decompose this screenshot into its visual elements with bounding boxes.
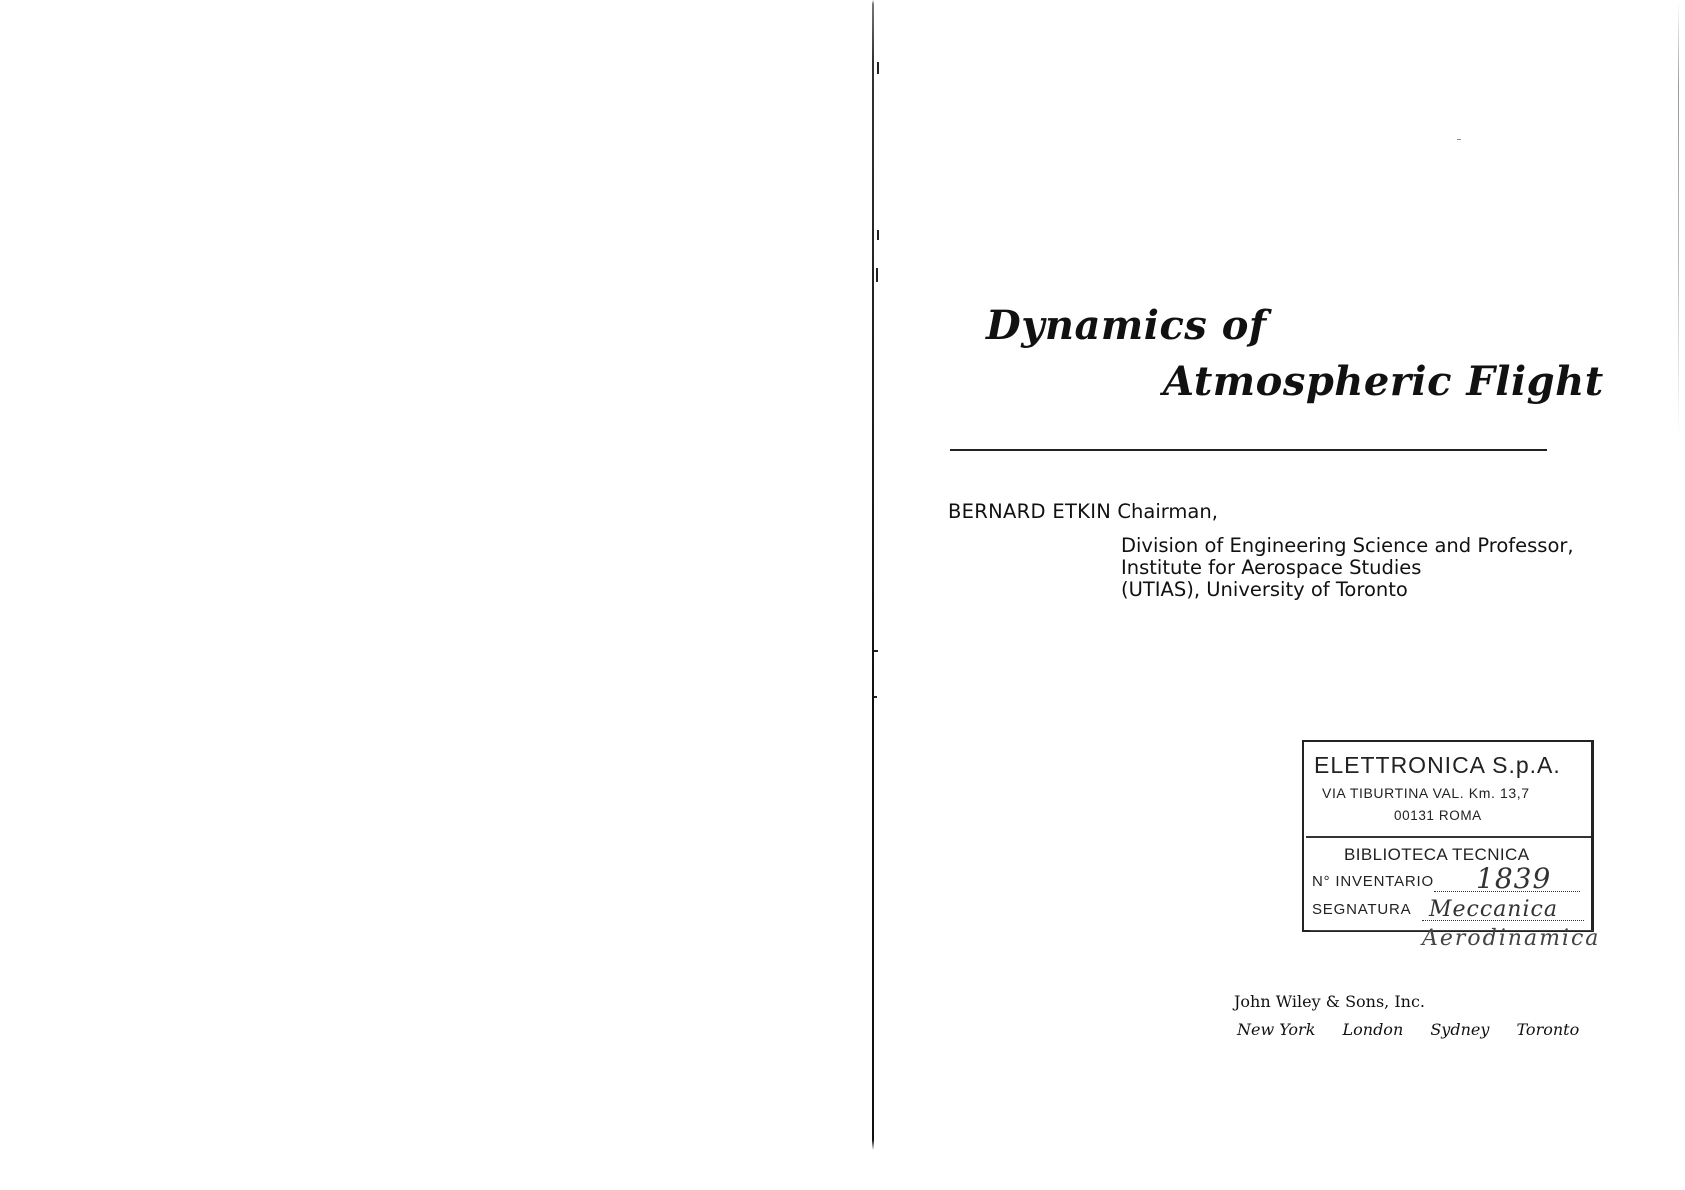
author-affiliation-line-1: Division of Engineering Science and Professor, (1121, 534, 1574, 557)
handwritten-note: Aerodinamica (1422, 926, 1601, 951)
publisher-city-london: London (1342, 1020, 1404, 1039)
gutter-tick (877, 62, 879, 74)
stamp-postcode-city: 00131 ROMA (1394, 808, 1482, 823)
book-title-line-2: Atmospheric Flight (1163, 358, 1604, 405)
gutter-tick (877, 230, 879, 240)
gutter-tick (874, 696, 877, 698)
page-edge-line (1678, 0, 1679, 440)
author-line-1 (948, 500, 1218, 523)
gutter-tick (874, 650, 878, 652)
publisher-name: John Wiley & Sons, Inc. (1234, 992, 1426, 1011)
publisher-city-sydney: Sydney (1430, 1020, 1490, 1039)
page-gutter-line (872, 0, 874, 1150)
stamp-company: ELETTRONICA S.p.A. (1314, 752, 1561, 778)
author-role: Chairman, (1117, 500, 1218, 523)
stamp-classification-label: SEGNATURA (1312, 901, 1412, 918)
scan-speck (1457, 139, 1461, 140)
stamp-inventory-label: N° INVENTARIO (1312, 873, 1434, 890)
title-rule (950, 449, 1547, 451)
author-name: BERNARD ETKIN (948, 500, 1112, 523)
publisher-cities (1237, 1020, 1579, 1039)
author-affiliation-line-2: Institute for Aerospace Studies (1121, 556, 1422, 579)
stamp-address: VIA TIBURTINA VAL. Km. 13,7 (1322, 785, 1530, 801)
stamp-inventory-number: 1839 (1476, 862, 1552, 895)
library-stamp (1302, 740, 1594, 932)
stamp-divider (1306, 836, 1591, 838)
book-title-line-1: Dynamics of (986, 302, 1267, 349)
publisher-city-toronto: Toronto (1516, 1020, 1580, 1039)
stamp-classification-value: Meccanica (1429, 897, 1558, 922)
author-affiliation-line-3: (UTIAS), University of Toronto (1121, 578, 1408, 601)
stamp-library: BIBLIOTECA TECNICA (1344, 845, 1530, 864)
publisher-city-new-york: New York (1237, 1020, 1316, 1039)
gutter-tick (876, 268, 878, 282)
